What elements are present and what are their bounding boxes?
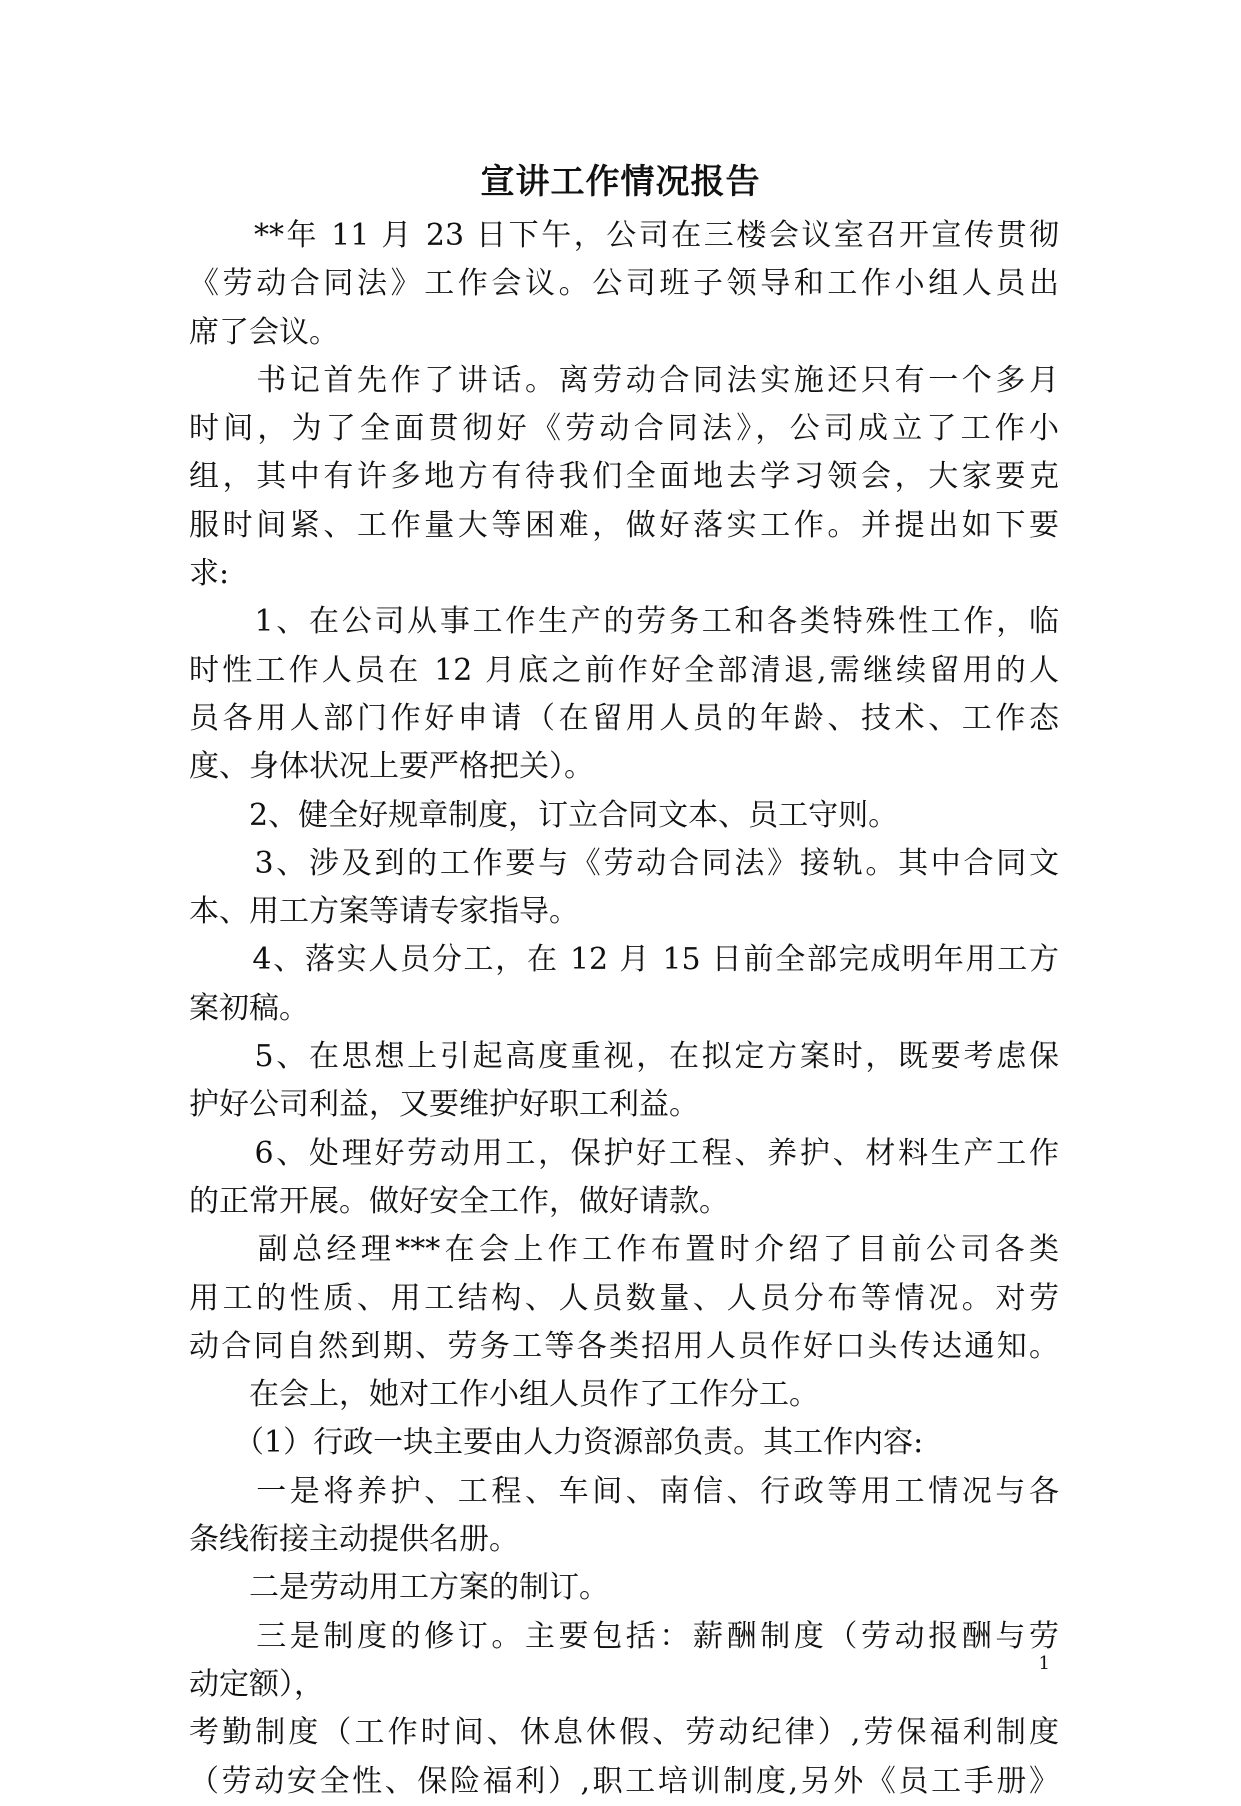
text-line: 二是劳动用工方案的制订。: [189, 1570, 609, 1606]
text-line: **年 11 月 23 日下午，公司在三楼会议室召开宣传贯彻: [189, 218, 1059, 253]
page-title: 宣讲工作情况报告: [480, 162, 761, 202]
text-line: 考勤制度（工作时间、休息休假、劳动纪律）,劳保福利制度: [189, 1715, 1059, 1751]
text-line: 书记首先作了讲话。离劳动合同法实施还只有一个多月: [189, 362, 1059, 398]
text-line: 2、健全好规章制度，订立合同文本、员工守则。: [189, 797, 899, 833]
text-line: 条线衔接主动提供名册。: [189, 1522, 519, 1558]
text-line: 服时间紧、工作量大等困难，做好落实工作。并提出如下要: [189, 507, 1059, 543]
text-line: 三是制度的修订。主要包括：薪酬制度（劳动报酬与劳: [189, 1618, 1059, 1654]
text-line: 5、在思想上引起高度重视，在拟定方案时，既要考虑保: [189, 1039, 1059, 1075]
text-line: 案初稿。: [189, 990, 309, 1026]
page-number: 1: [1038, 1653, 1050, 1674]
text-line: 副总经理***在会上作工作布置时介绍了目前公司各类: [189, 1232, 1059, 1268]
text-line: 本、用工方案等请专家指导。: [189, 894, 579, 930]
text-line: 护好公司利益，又要维护好职工利益。: [189, 1087, 699, 1123]
text-line: 组，其中有许多地方有待我们全面地去学习领会，大家要克: [189, 459, 1059, 495]
text-line: 4、落实人员分工，在 12 月 15 日前全部完成明年用工方: [189, 942, 1059, 978]
text-line: 的正常开展。做好安全工作，做好请款。: [189, 1183, 729, 1219]
document-body: [189, 212, 1059, 1806]
text-line: 《劳动合同法》工作会议。公司班子领导和工作小组人员出: [189, 266, 1059, 302]
text-line: 1、在公司从事工作生产的劳务工和各类特殊性工作，临: [189, 604, 1059, 640]
text-line: 3、涉及到的工作要与《劳动合同法》接轨。其中合同文: [189, 845, 1059, 881]
text-line: 用工的性质、用工结构、人员数量、人员分布等情况。对劳: [189, 1280, 1059, 1316]
text-line: （劳动安全性、保险福利）,职工培训制度,另外《员工手册》: [189, 1763, 1059, 1799]
text-line: 时间，为了全面贯彻好《劳动合同法》，公司成立了工作小: [189, 411, 1059, 447]
text-line: 员各用人部门作好申请（在留用人员的年龄、技术、工作态: [189, 700, 1059, 736]
text-line: 求:: [189, 556, 230, 592]
text-line: 一是将养护、工程、车间、南信、行政等用工情况与各: [189, 1473, 1059, 1509]
text-line: 在会上，她对工作小组人员作了工作分工。: [189, 1377, 819, 1413]
text-line: 时性工作人员在 12 月底之前作好全部清退,需继续留用的人: [189, 652, 1059, 688]
text-line: 度、身体状况上要严格把关）。: [189, 749, 594, 785]
text-line: 席了会议。: [189, 314, 339, 350]
text-line: 6、处理好劳动用工，保护好工程、养护、材料生产工作: [189, 1135, 1059, 1171]
text-line: 动合同自然到期、劳务工等各类招用人员作好口头传达通知。: [189, 1328, 1059, 1364]
text-line: （1）行政一块主要由人力资源部负责。其工作内容:: [189, 1425, 924, 1461]
text-line: 动定额），: [189, 1666, 324, 1702]
